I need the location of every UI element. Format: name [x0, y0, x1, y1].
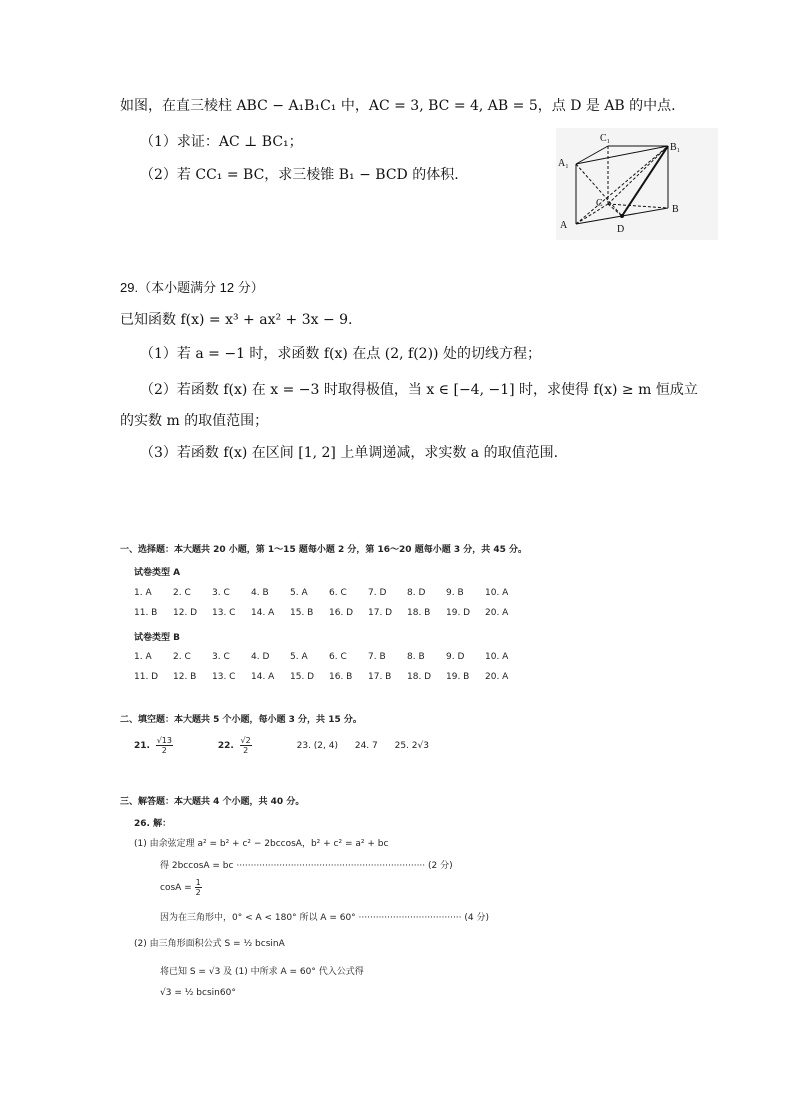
q26-step1: (1) 由余弦定理 a² = b² + c² − 2bccosA，b² + c² = a² + bc [134, 839, 389, 849]
answer-cell: 18. B [407, 608, 431, 618]
answer-cell: 9. B [446, 588, 464, 598]
typeB-row1 [134, 652, 524, 662]
fraction: $\frac{√13}{2}$ [156, 736, 172, 755]
p28-intro: 如图，在直三棱柱 ABC − A₁B₁C₁ 中，AC = 3, BC = 4, AB = 5，点 D 是 AB 的中点. [120, 98, 676, 114]
answer-cell: 15. D [290, 672, 315, 682]
q26-step3: cosA = $\frac{1}{2}$ [160, 878, 201, 897]
label-b: B [672, 204, 679, 215]
p29-function: 已知函数 f(x) = x³ + ax² + 3x − 9. [120, 312, 353, 328]
answer-cell: 8. D [407, 588, 426, 598]
answer-cell: 10. A [485, 588, 509, 598]
answer-cell: 17. B [368, 672, 392, 682]
answer-cell: 3. C [212, 588, 230, 598]
p28-part2: （2）若 CC₁ = BC，求三棱锥 B₁ − BCD 的体积. [140, 167, 459, 183]
answer-key-scan [120, 528, 528, 1008]
label-c1: C₁ [600, 133, 611, 144]
label-c: C [596, 198, 603, 209]
typeA-label: 试卷类型 A [134, 568, 181, 578]
p29-header: 29.（本小题满分 12 分） [120, 280, 264, 295]
answer-cell: 1. A [134, 588, 152, 598]
fill-q22: 22. $\frac{√2}{2}$ [218, 741, 280, 751]
typeB-row2 [134, 672, 524, 682]
typeB-label: 试卷类型 B [134, 633, 180, 643]
fraction: $\frac{√2}{2}$ [240, 736, 251, 755]
p29-part1: （1）若 a = −1 时，求函数 f(x) 在点 (2, f(2)) 处的切线方程； [140, 346, 541, 362]
fill-answers [134, 736, 443, 755]
answer-cell: 14. A [251, 672, 275, 682]
answer-cell: 17. D [368, 608, 393, 618]
answer-cell: 2. C [173, 652, 191, 662]
q26-step2: 得 2bccosA = bc ·································································· (2 分) [160, 861, 453, 871]
answer-cell: 5. A [290, 652, 308, 662]
fill-q24: 24. 7 [354, 741, 378, 751]
answer-cell: 16. D [329, 608, 354, 618]
p29-part3: （3）若函数 f(x) 在区间 [1, 2] 上单调递减，求实数 a 的取值范围. [140, 445, 559, 461]
answer-cell: 13. C [212, 672, 236, 682]
answer-cell: 19. B [446, 672, 470, 682]
q26-step6: 将已知 S = √3 及 (1) 中所求 A = 60° 代入公式得 [160, 967, 364, 977]
q26-step5: (2) 由三角形面积公式 S = ½ bcsinA [134, 939, 285, 949]
answer-cell: 20. A [485, 672, 509, 682]
q26-step4: 因为在三角形中，0° < A < 180° 所以 A = 60° ···································· (4 分) [160, 913, 490, 923]
answer-cell: 16. B [329, 672, 353, 682]
sec1-title: 一、选择题：本大题共 20 小题，第 1～15 题每小题 2 分，第 16～20 题每小题 3 分，共 45 分。 [120, 545, 528, 555]
answer-cell: 5. A [290, 588, 308, 598]
p29-part2-line2: 的实数 m 的取值范围； [120, 413, 269, 429]
prism-figure [556, 128, 718, 240]
answer-cell: 1. A [134, 652, 152, 662]
fill-q25: 25. 2√3 [394, 741, 429, 751]
answer-cell: 19. D [446, 608, 471, 618]
answer-cell: 2. C [173, 588, 191, 598]
sec3-title: 三、解答题：本大题共 4 个小题，共 40 分。 [120, 797, 305, 807]
sec2-title: 二、填空题：本大题共 5 个小题，每小题 3 分，共 15 分。 [120, 715, 362, 725]
answer-cell: 8. B [407, 652, 425, 662]
answer-cell: 20. A [485, 608, 509, 618]
answer-cell: 11. B [134, 608, 158, 618]
answer-cell: 4. B [251, 588, 269, 598]
q26-step7: √3 = ½ bcsin60° [160, 988, 236, 998]
answer-cell: 6. C [329, 588, 347, 598]
p28-part1: （1）求证：AC ⊥ BC₁； [140, 134, 303, 150]
answer-cell: 12. D [173, 608, 198, 618]
label-a: A [560, 220, 568, 231]
fill-q21: 21. $\frac{√13}{2}$ [134, 741, 201, 751]
answer-cell: 9. D [446, 652, 465, 662]
answer-cell: 7. D [368, 588, 387, 598]
typeA-row1 [134, 588, 524, 598]
point-d-marker [620, 214, 624, 218]
label-d: D [617, 224, 625, 235]
answer-cell: 14. A [251, 608, 275, 618]
answer-cell: 15. B [290, 608, 314, 618]
label-a1: A₁ [558, 158, 569, 169]
label-b1: B₁ [670, 142, 681, 153]
typeA-row2 [134, 608, 524, 618]
answer-cell: 13. C [212, 608, 236, 618]
answer-cell: 18. D [407, 672, 432, 682]
answer-cell: 7. B [368, 652, 386, 662]
answer-cell: 12. B [173, 672, 197, 682]
answer-cell: 3. C [212, 652, 230, 662]
q26-label: 26. 解： [134, 819, 172, 829]
answer-cell: 10. A [485, 652, 509, 662]
fill-q23: 23. (2, 4) [296, 741, 338, 751]
answer-cell: 11. D [134, 672, 159, 682]
fraction: $\frac{1}{2}$ [195, 878, 201, 897]
p29-part2-line1: （2）若函数 f(x) 在 x = −3 时取得极值，当 x ∈ [−4, −1] 时，求使得 f(x) ≥ m 恒成立 [140, 382, 698, 398]
answer-cell: 4. D [251, 652, 270, 662]
answer-cell: 6. C [329, 652, 347, 662]
